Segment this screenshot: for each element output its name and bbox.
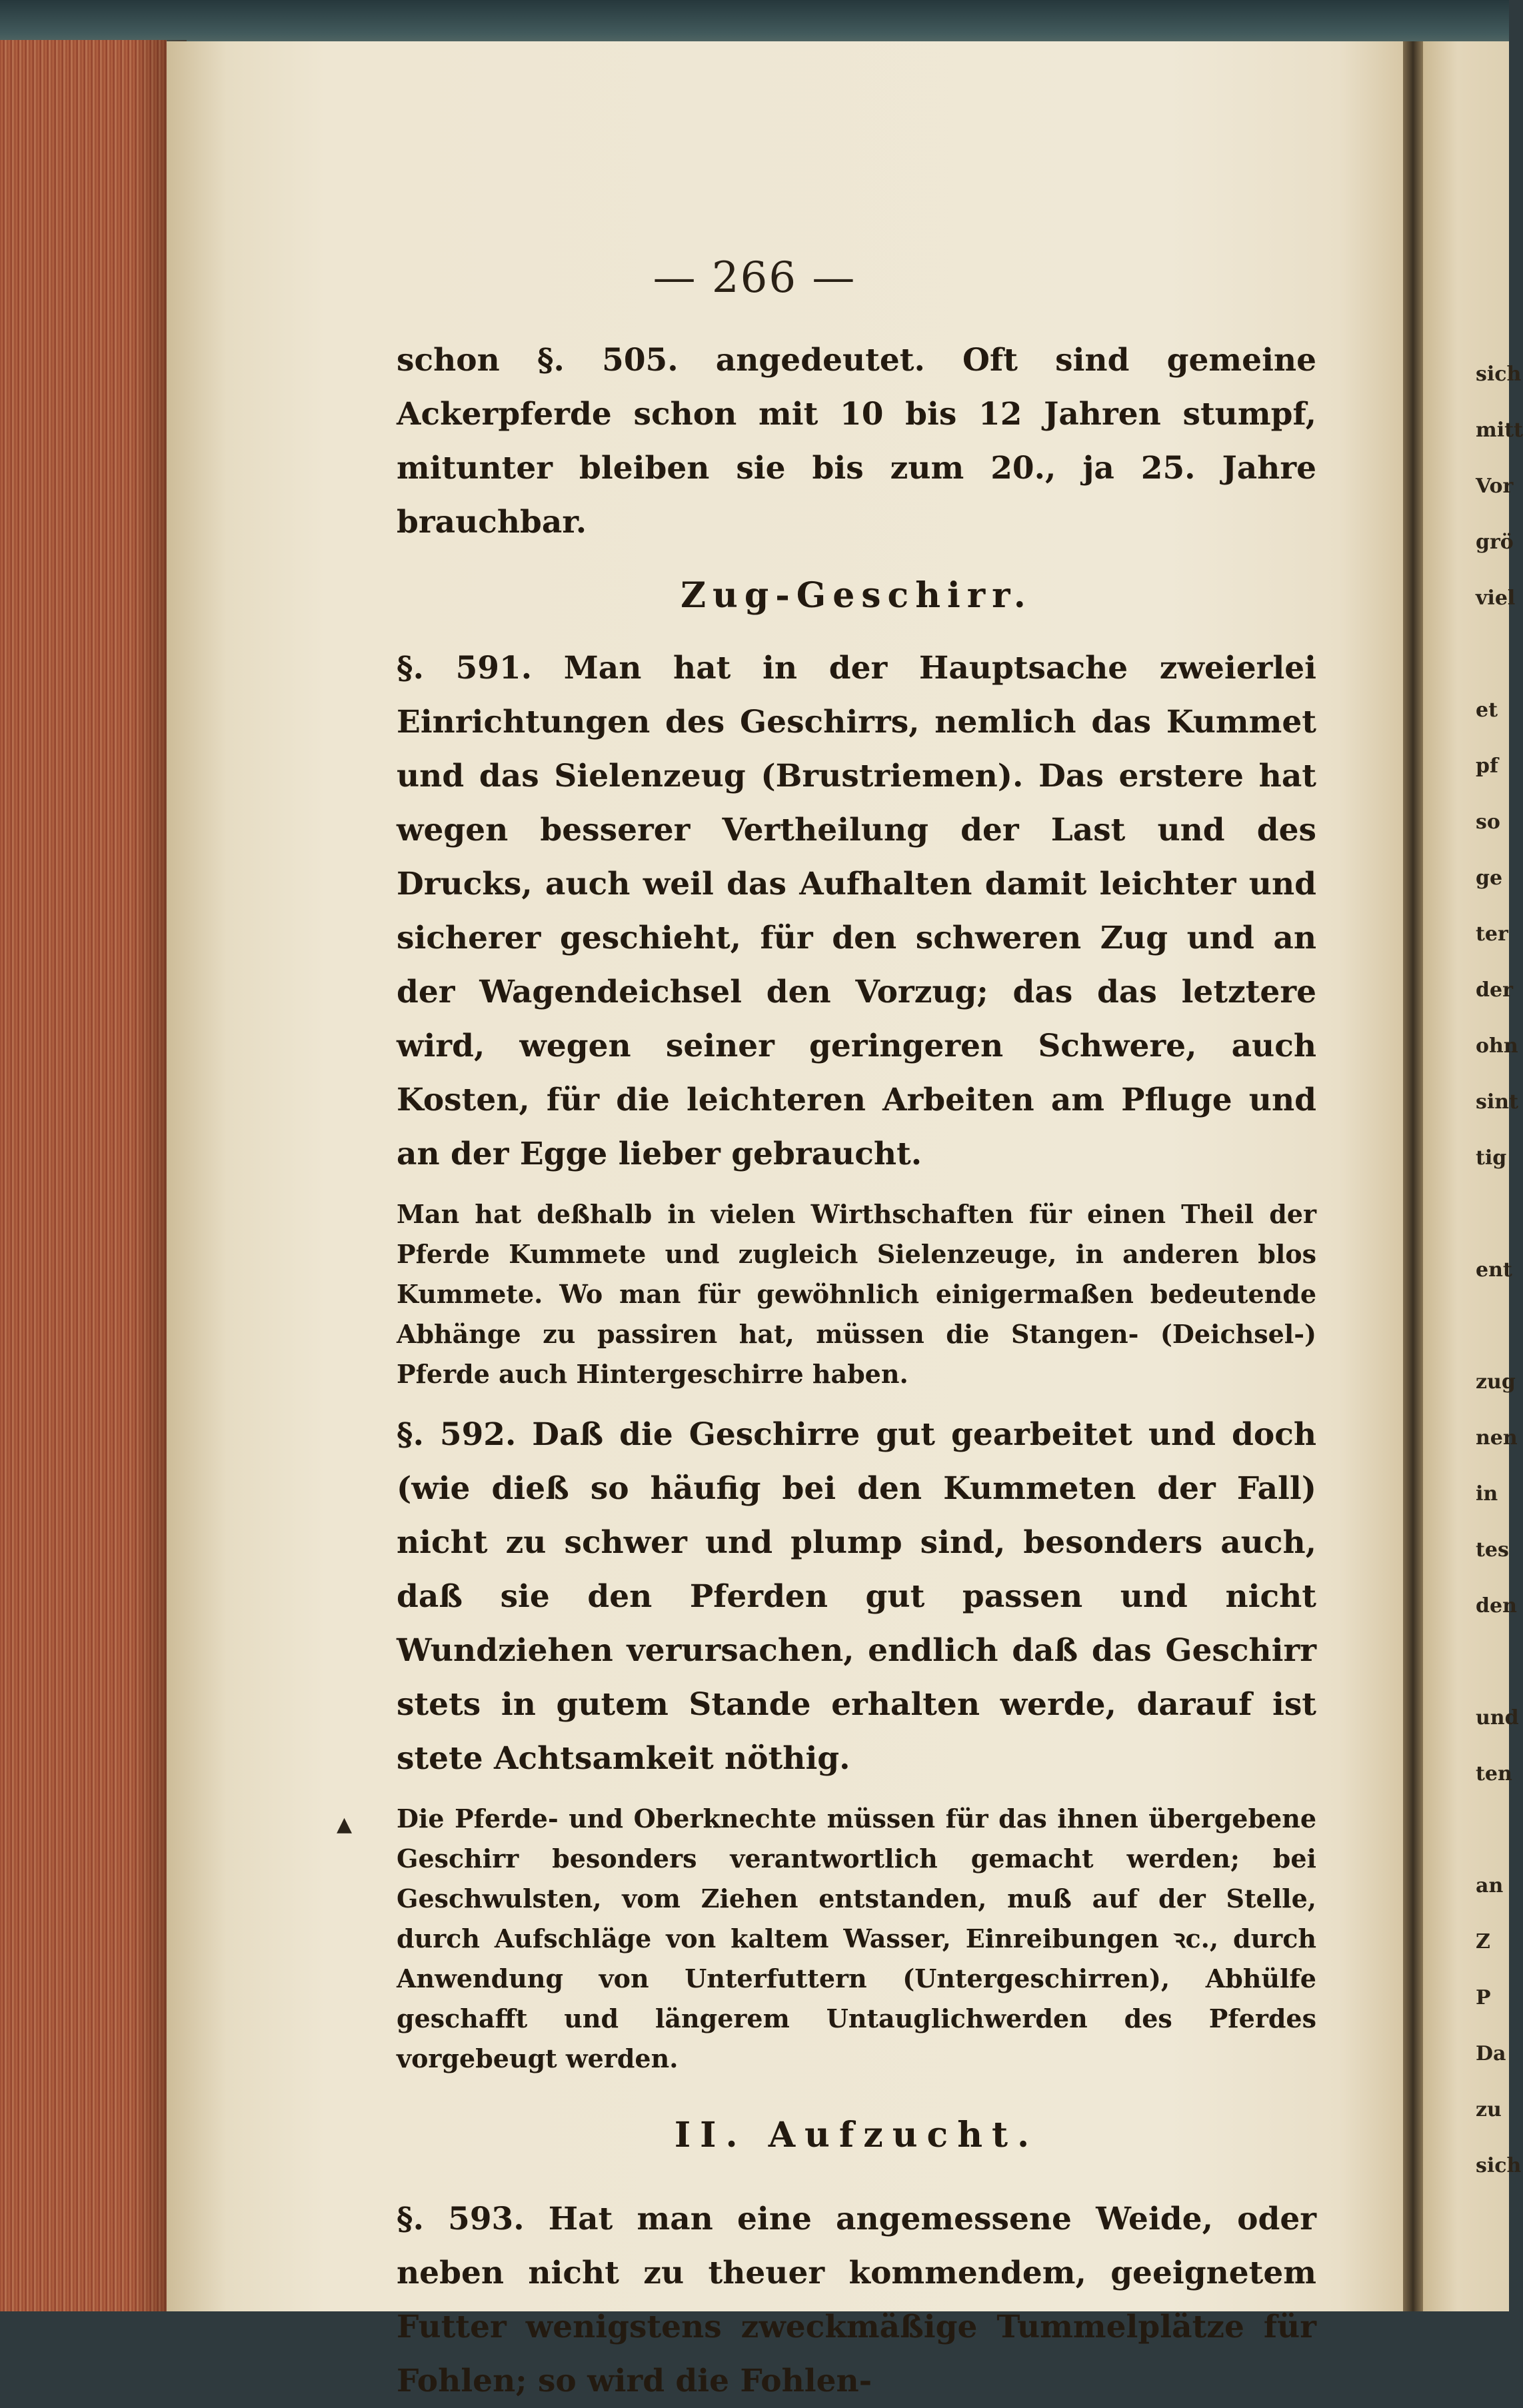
section-593: §. 593. Hat man eine angemessene Weide, oder neben nicht zu theuer kommendem, geeignetem Futter wenigstens zweckmäßige Tummelplätze für Fohlen; so wird die Fohlen- <box>397 2201 1316 2399</box>
page-number: — 266 — <box>653 253 856 303</box>
book-gutter <box>1403 41 1423 2311</box>
section-591: §. 591. Man hat in der Hauptsache zweierlei Einrichtungen des Geschirrs, nemlich das Kummet und das Sielenzeug (Brustriemen). Das erstere hat wegen besserer Vertheilung der Last und des Drucks, auch weil das Aufhalten damit leichter und sicherer geschieht, für den schweren Zug und an der Wagendeichsel den Vorzug; das das letztere wird, wegen seiner geringeren Schwere, auch Kosten, für die leichteren Arbeiten am Pfluge und an der Egge lieber gebraucht. <box>397 650 1316 1172</box>
page-body <box>397 333 1316 2408</box>
section-592: §. 592. Daß die Geschirre gut gearbeitet und doch (wie dieß so häufig bei den Kummeten der Fall) nicht zu schwer und plump sind, besonders auch, daß sie den Pferden gut passen und nicht Wundziehen verursachen, endlich daß das Geschirr stets in gutem Stande erhalten werde, darauf ist stete Achtsamkeit nöthig. <box>397 1416 1316 1777</box>
note-591: Man hat deßhalb in vielen Wirthschaften für einen Theil der Pferde Kummete und zugleich Sielenzeuge, in anderen blos Kummete. Wo man für gewöhnlich einigermaßen bedeutende Abhänge zu passiren hat, müssen die Stangen- (Deichsel-) Pferde auch Hintergeschirre haben. <box>397 1199 1316 1389</box>
note-592: Die Pferde- und Oberknechte müssen für das ihnen übergebene Geschirr besonders verantwortlich gemacht werden; bei Geschwulsten, vom Ziehen entstanden, muß auf der Stelle, durch Aufschläge von kaltem Wasser, Einreibungen ꝛc., durch Anwendung von Unterfuttern (Untergeschirren), Abhülfe geschafft und längerem Untauglichwerden des Pferdes vorgebeugt werden. <box>397 1804 1316 2073</box>
adjacent-page-text: sich mitt Vor grö viel et pf so ge ter der ohn sint tig ent zug nen in tes den und ten an Z P Da zu sich <box>1476 363 1523 2177</box>
heading-zug-geschirr: Zug-Geschirr. <box>681 575 1032 616</box>
margin-mark: ▲ <box>337 1813 353 1836</box>
intro-paragraph: schon §. 505. angedeutet. Oft sind gemeine Ackerpferde schon mit 10 bis 12 Jahren stumpf, mitunter bleiben sie bis zum 20., ja 25. Jahre brauchbar. <box>397 342 1316 541</box>
heading-aufzucht: II. Aufzucht. <box>674 2115 1039 2155</box>
